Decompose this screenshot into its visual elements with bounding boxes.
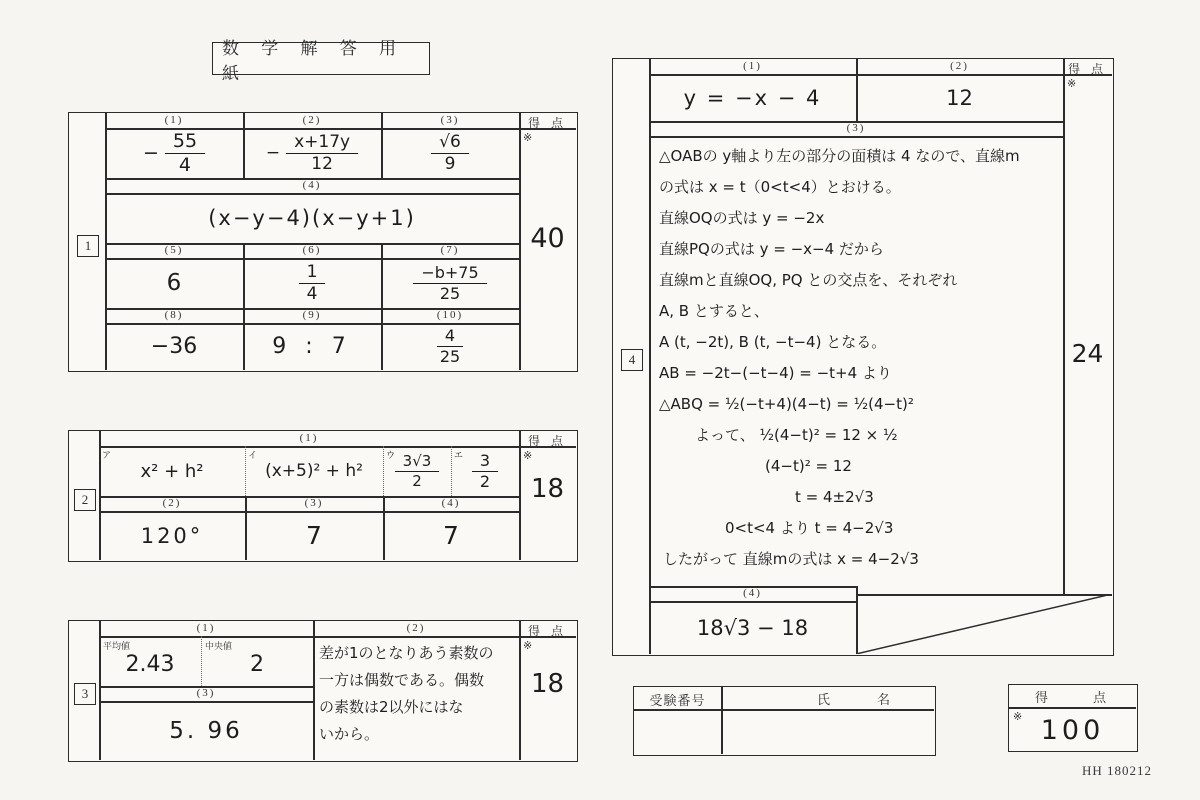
question-2-table xyxy=(68,430,578,562)
fraction xyxy=(437,327,463,365)
q1-header-7: (7) xyxy=(440,244,460,256)
total-score-label-left: 得 xyxy=(1035,690,1049,705)
fraction-sign: − xyxy=(142,142,159,164)
fraction-sign: − xyxy=(265,143,281,163)
explanation-line: の素数は2以外にはな xyxy=(319,698,464,716)
name-label-right: 名 xyxy=(877,692,891,707)
q1-header-3: (3) xyxy=(440,114,460,126)
q1-answer-5: 6 xyxy=(166,270,182,296)
solution-line: 直線mと直線OQ, PQ との交点を、それぞれ xyxy=(659,271,958,289)
q2-answer-1c xyxy=(383,446,451,496)
explanation-line: 一方は偶数である。偶数 xyxy=(319,671,485,689)
question-2-number-box xyxy=(74,489,96,511)
fraction-numerator: 3√3 xyxy=(395,453,440,472)
fraction-denominator: 25 xyxy=(439,283,461,303)
q1-answer-3 xyxy=(381,128,519,178)
q1-answer-8: −36 xyxy=(150,334,198,359)
q2-score-header: 得 点 xyxy=(527,434,567,448)
fraction xyxy=(165,131,205,176)
q1-header-5: (5) xyxy=(164,244,184,256)
q3-score-header: 得 点 xyxy=(527,624,567,638)
q4-solution-text xyxy=(655,141,1061,575)
total-score-value: 100 xyxy=(1040,714,1105,746)
q3-mean-label: 平均値 xyxy=(103,641,131,651)
sheet-title-box xyxy=(212,38,430,83)
q1-header-9: (9) xyxy=(302,309,322,321)
q3-header-2: (2) xyxy=(406,622,426,634)
question-4-table xyxy=(612,58,1114,656)
q2-header-3: (3) xyxy=(304,497,324,509)
q3-median-label: 中央値 xyxy=(205,641,233,651)
q2-sub-label-b: イ xyxy=(248,450,258,460)
q1-score-header: 得 点 xyxy=(527,116,567,130)
q3-explanation xyxy=(319,640,517,748)
divider xyxy=(313,636,519,638)
q2-header-4: (4) xyxy=(441,497,461,509)
q4-score-header: 得 点 xyxy=(1067,62,1107,76)
form-code: HH 180212 xyxy=(1082,763,1153,778)
fraction-denominator: 12 xyxy=(311,153,333,174)
fraction-denominator: 9 xyxy=(444,153,456,174)
question-number: 2 xyxy=(81,492,89,507)
examinee-info-box xyxy=(633,686,936,756)
q4-answer-1: y = −x − 4 xyxy=(683,85,822,110)
solution-line: A, B とすると、 xyxy=(659,302,769,320)
fraction-denominator: 25 xyxy=(439,347,461,366)
question-number: 4 xyxy=(628,352,636,367)
fraction xyxy=(413,264,486,302)
q2-sub-label-a: ア xyxy=(102,450,112,460)
solution-line: A (t, −2t), B (t, −t−4) となる。 xyxy=(659,333,887,351)
q2-sub-label-c: ウ xyxy=(386,450,396,460)
q1-header-2: (2) xyxy=(302,114,322,126)
solution-line: △ABQ = ½(−t+4)(4−t) = ½(4−t)² xyxy=(659,395,914,413)
name-label-left: 氏 xyxy=(817,692,831,707)
fraction-denominator: 4 xyxy=(306,283,318,304)
q2-answer-4: 7 xyxy=(443,521,459,550)
asterisk-mark: ※ xyxy=(523,450,533,462)
divider xyxy=(649,59,651,654)
fraction-numerator: x+17y xyxy=(286,133,358,154)
fraction-denominator: 4 xyxy=(178,153,191,176)
fraction-numerator: 4 xyxy=(437,327,463,347)
q1-score-value: 40 xyxy=(530,222,565,254)
solution-line: よって、 ½(4−t)² = 12 × ½ xyxy=(695,426,898,444)
q1-header-6: (6) xyxy=(302,244,322,256)
q4-header-4: (4) xyxy=(743,587,762,599)
divider xyxy=(313,621,315,760)
question-1-number-box xyxy=(77,235,99,257)
question-1-table xyxy=(68,112,578,372)
q3-answer-3: 5. 96 xyxy=(169,717,243,744)
q4-header-2: (2) xyxy=(950,60,969,72)
q3-mean-value: 2.43 xyxy=(125,651,175,677)
asterisk-mark: ※ xyxy=(523,640,533,652)
solution-line: (4−t)² = 12 xyxy=(765,457,852,475)
fraction-numerator: −b+75 xyxy=(413,264,486,284)
fraction-numerator: 55 xyxy=(165,131,205,154)
q2-answer-1d xyxy=(451,446,519,496)
crossed-out-cell-diagonal xyxy=(856,594,1112,654)
question-3-number-box xyxy=(74,683,96,705)
fraction xyxy=(299,263,326,303)
total-score-label-right: 点 xyxy=(1093,690,1107,705)
solution-line: 0<t<4 より t = 4−2√3 xyxy=(725,519,894,537)
q3-header-3: (3) xyxy=(196,687,216,699)
q1-answer-4: (x−y−4)(x−y+1) xyxy=(208,206,416,230)
fraction-denominator: 2 xyxy=(412,471,422,490)
question-number: 3 xyxy=(81,686,89,701)
question-4-number-box xyxy=(621,349,643,371)
q2-sub-label-d: エ xyxy=(454,450,464,460)
divider xyxy=(721,687,723,754)
solution-line: したがって 直線mの式は x = 4−2√3 xyxy=(663,550,919,568)
q1-answer-1 xyxy=(105,128,243,178)
q4-answer-2: 12 xyxy=(946,85,973,110)
asterisk-mark: ※ xyxy=(1067,78,1077,90)
q4-score-value: 24 xyxy=(1071,338,1104,368)
fraction-numerator: √6 xyxy=(431,133,469,154)
total-score-box xyxy=(1008,684,1138,752)
explanation-line: いから。 xyxy=(319,725,380,743)
solution-line: 直線OQの式は y = −2x xyxy=(659,209,825,227)
q2-answer-1b: (x+5)² + h² xyxy=(265,461,363,481)
q2-answer-3: 7 xyxy=(306,521,322,550)
q4-answer-4: 18√3 − 18 xyxy=(696,615,809,640)
asterisk-mark: ※ xyxy=(1013,711,1023,723)
solution-line: △OABの y軸より左の部分の面積は 4 なので、直線m xyxy=(659,147,1020,165)
q3-score-value: 18 xyxy=(530,668,565,699)
q4-header-3: (3) xyxy=(846,122,866,134)
q3-median-value: 2 xyxy=(250,651,264,677)
divider xyxy=(99,636,313,638)
divider xyxy=(634,709,934,711)
sheet-title: 数 学 解 答 用 紙 xyxy=(222,38,405,83)
q1-answer-9: 9 : 7 xyxy=(272,334,352,359)
q2-header-1: (1) xyxy=(299,432,319,444)
q1-answer-7 xyxy=(381,258,519,308)
q1-header-8: (8) xyxy=(164,309,184,321)
q4-header-1: (1) xyxy=(743,60,762,72)
fraction xyxy=(395,453,440,489)
fraction xyxy=(431,133,469,173)
fraction-numerator: 3 xyxy=(472,452,498,472)
fraction-numerator: 1 xyxy=(299,263,326,284)
q1-header-4: (4) xyxy=(302,179,322,191)
fraction xyxy=(472,452,498,490)
fraction xyxy=(286,133,358,173)
q1-answer-2 xyxy=(243,128,381,178)
q2-answer-1a: x² + h² xyxy=(140,460,204,482)
q2-header-2: (2) xyxy=(162,497,182,509)
q3-header-1: (1) xyxy=(196,622,216,634)
solution-line: 直線PQの式は y = −x−4 だから xyxy=(659,240,884,258)
q1-answer-6 xyxy=(243,258,381,308)
explanation-line: 差が1のとなりあう素数の xyxy=(319,644,494,662)
question-3-table xyxy=(68,620,578,762)
question-number: 1 xyxy=(84,238,92,253)
q2-answer-2: 120° xyxy=(140,523,204,548)
divider xyxy=(649,136,1063,138)
solution-line: の式は x = t（0<t<4）とおける。 xyxy=(659,178,901,196)
q1-header-10: (10) xyxy=(436,309,464,321)
solution-line: t = 4±2√3 xyxy=(795,488,874,506)
q1-header-1: (1) xyxy=(164,114,184,126)
fraction-denominator: 2 xyxy=(479,471,491,491)
q1-answer-10 xyxy=(381,323,519,370)
q2-score-value: 18 xyxy=(530,473,565,504)
solution-line: AB = −2t−(−t−4) = −t+4 より xyxy=(659,364,892,382)
asterisk-mark: ※ xyxy=(523,132,533,144)
exam-number-label: 受験番号 xyxy=(649,693,706,708)
